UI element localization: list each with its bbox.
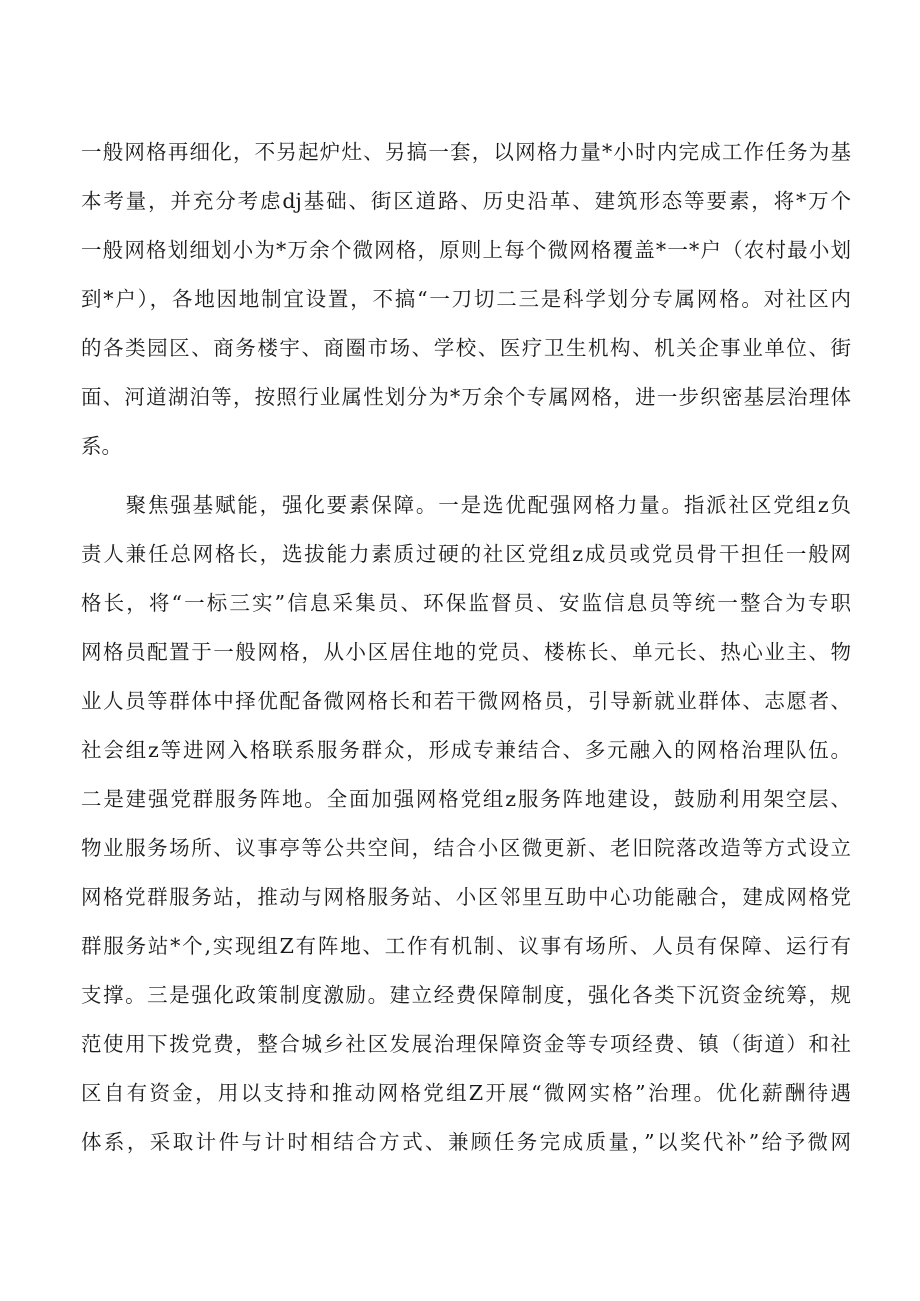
text-line: 到*户），各地因地制宜设置，不搞“一刀切二三是科学划分专属网格。对社区内 [81, 287, 851, 311]
text-line: 业人员等群体中择优配备微网格长和若干微网格员，引导新就业群体、志愿者、 [81, 689, 851, 713]
text-line: 二是建强党群服务阵地。全面加强网格党组z服务阵地建设，鼓励利用架空层、 [81, 787, 851, 811]
text-line: 本考量，并充分考虑dj基础、街区道路、历史沿革、建筑形态等要素，将*万个 [81, 189, 851, 213]
text-line: 面、河道湖泊等，按照行业属性划分为*万余个专属网格，进一步织密基层治理体 [81, 385, 851, 409]
text-line: 一般网格再细化，不另起炉灶、另搞一套，以网格力量*小时内完成工作任务为基 [81, 140, 851, 164]
text-line: 责人兼任总网格长，选拔能力素质过硬的社区党组z成员或党员骨干担任一般网 [81, 542, 851, 566]
text-line: 物业服务场所、议事亭等公共空间，结合小区微更新、老旧院落改造等方式设立 [81, 836, 851, 860]
text-line: 系。 [81, 434, 122, 458]
text-line: 网格员配置于一般网格，从小区居住地的党员、楼栋长、单元长、热心业主、物 [81, 640, 851, 664]
text-line: 的各类园区、商务楼宇、商圈市场、学校、医疗卫生机构、机关企事业单位、街 [81, 336, 851, 360]
text-line: 社会组z等进网入格联系服务群众，形成专兼结合、多元融入的网格治理队伍。 [81, 738, 851, 762]
text-line: 体系，采取计件与计时相结合方式、兼顾任务完成质量，”以奖代补”给予微网 [81, 1130, 851, 1154]
text-line: 聚焦强基赋能，强化要素保障。一是选优配强网格力量。指派社区党组z负 [81, 493, 851, 517]
text-line: 范使用下拨党费，整合城乡社区发展治理保障资金等专项经费、镇（街道）和社 [81, 1032, 851, 1056]
text-line: 群服务站*个,实现组Z有阵地、工作有机制、议事有场所、人员有保障、运行有 [81, 934, 851, 958]
text-line: 区自有资金，用以支持和推动网格党组Z开展“微网实格”治理。优化薪酬待遇 [81, 1081, 851, 1105]
text-line: 格长，将“一标三实”信息采集员、环保监督员、安监信息员等统一整合为专职 [81, 591, 851, 615]
text-line: 支撑。三是强化政策制度激励。建立经费保障制度，强化各类下沉资金统筹，规 [81, 983, 851, 1007]
text-line: 一般网格划细划小为*万余个微网格，原则上每个微网格覆盖*一*户（农村最小划 [81, 238, 851, 262]
text-line: 网格党群服务站，推动与网格服务站、小区邻里互助中心功能融合，建成网格党 [81, 885, 851, 909]
